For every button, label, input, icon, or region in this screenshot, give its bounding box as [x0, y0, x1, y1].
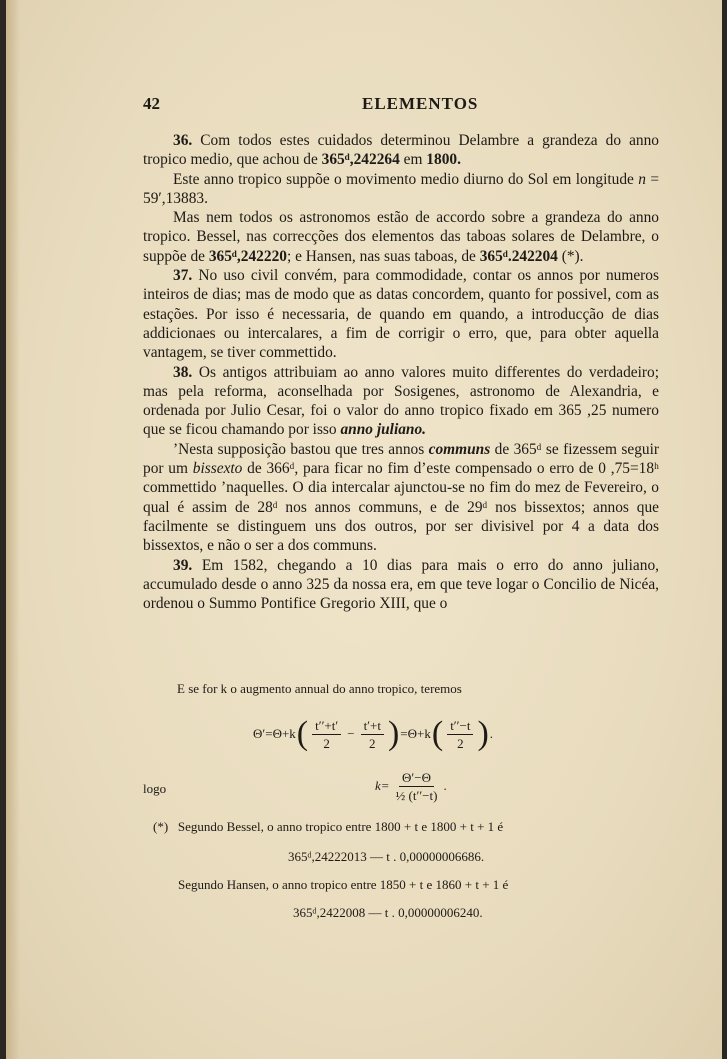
value-motion: = 59′,13883.: [143, 170, 659, 207]
footnote-marker: (*): [153, 819, 169, 834]
paragraph-39: [143, 556, 659, 614]
footnote-1-text: Segundo Bessel, o anno tropico entre 1800 + t e 1800 + t + 1 é: [177, 819, 504, 834]
value-hansen: 365ᵈ.242204: [479, 247, 558, 265]
eq1-end: .: [489, 726, 494, 741]
paragraph-37-text: No uso civil convém, para commodidade, contar os annos por numeros inteiros de dias; mas de modo que as datas concordem, quanto for possivel, com as estações. Por isso é necessaria, de quando em quando, a introducção de dias addicionaes ou intercalares, a fim de corrigir o erro, que, para obter aquella vantagem, se tiver commettido.: [143, 267, 659, 362]
paragraph-38: [143, 363, 659, 440]
left-paren: (: [296, 715, 309, 752]
fraction-k-numerator: Θ′−Θ: [399, 769, 434, 787]
paragraph-39-text: Em 1582, chegando a 10 dias para mais o erro do anno juliano, accumulado desde o anno 325 da nossa era, em que teve logar o Concilio de Nicéa, ordenou o Summo Pontifice Gregorio XIII, que o: [143, 556, 659, 613]
fraction-2-denominator: 2: [369, 735, 376, 751]
footnote-1-value: 365ᵈ,24222013 — t . 0,00000006686.: [288, 849, 485, 864]
section-number-36: 36.: [173, 132, 193, 149]
footnote-2-text: Segundo Hansen, o anno tropico entre 1850 + t e 1860 + t + 1 é: [178, 877, 509, 892]
fraction-3-denominator: 2: [457, 735, 464, 751]
body-text: [143, 131, 659, 613]
paragraph-astronomers-text-2: ; e Hansen, nas suas taboas, de: [286, 247, 480, 265]
right-paren: ): [387, 715, 400, 752]
fraction-2: [361, 717, 384, 752]
eq2-lhs: k=: [375, 778, 390, 793]
fraction-k: [393, 769, 441, 804]
fraction-1: [312, 717, 341, 752]
term-bissexto: bissexto: [192, 460, 243, 478]
paragraph-astronomers: [143, 208, 659, 266]
equation-k: [375, 764, 447, 808]
right-paren-2: ): [477, 715, 489, 752]
value-delambre: 365ᵈ,242264: [321, 151, 400, 169]
running-title: ELEMENTOS: [362, 94, 479, 113]
fraction-3-numerator: t′′−t: [447, 717, 473, 735]
section-number-38: 38.: [173, 363, 193, 381]
paragraph-36-text-2: em: [399, 151, 427, 169]
minus-sign: −: [347, 726, 355, 741]
paragraph-36-text: Com todos estes cuidados determinou Delambre a grandeza do anno tropico medio, que achou de: [143, 132, 659, 169]
paragraph-37: [143, 266, 659, 362]
paragraph-supposition-text: ’Nesta supposição bastou que tres annos: [173, 440, 429, 458]
year-1800: 1800.: [426, 151, 461, 169]
paragraph-supposition-text-2: de 365ᵈ se fizessem seguir por um: [143, 440, 659, 478]
fraction-k-denominator: ½ (t′′−t): [395, 787, 438, 803]
paragraph-supposition: [143, 440, 659, 556]
paragraph-motion-text: Este anno tropico suppõe o movimento medio diurno do Sol em longitude: [173, 170, 639, 188]
term-communs: communs: [428, 440, 491, 458]
running-head: [143, 94, 683, 116]
fraction-3: [447, 717, 473, 752]
eq1-mid: =Θ+k: [400, 726, 431, 741]
formula-block: [143, 680, 659, 803]
footnote-2-value: 365ᵈ,2422008 — t . 0,00000006240.: [293, 905, 483, 920]
fraction-1-denominator: 2: [323, 735, 330, 751]
paragraph-36: [143, 131, 659, 170]
left-paren-2: (: [431, 715, 444, 752]
eq2-end: .: [443, 778, 447, 793]
page-gutter-shadow: [6, 0, 20, 1059]
fraction-2-numerator: t′+t: [361, 717, 384, 735]
logo-label: logo: [143, 781, 167, 796]
formula-intro: E se for k o augmento annual do anno tropico, teremos: [177, 681, 462, 696]
section-number-37: 37.: [173, 267, 193, 285]
fraction-1-numerator: t′′+t′: [312, 717, 341, 735]
page-number: 42: [143, 94, 160, 113]
footnote-ref: (*).: [557, 247, 584, 265]
paragraph-supposition-text-3: de 366ᵈ, para ficar no fim d’este compensado o erro de 0 ,75=18ʰ commettido ’naquelles. O dia intercalar ajunctou-se no fim do mez de Fevereiro, o qual é assim de 28ᵈ nos annos communs, e de 29ᵈ nos bissextos; annos que facilmente se distinguem uns dos outros, por ser divisivel por 4 a data dos bissextos, e não o ser a dos communs.: [143, 460, 659, 555]
paragraph-astronomers-text: Mas nem todos os astronomos estão de accordo sobre a grandeza do anno tropico. Bessel, nas correcções dos elementos das taboas solares de Delambre, o suppõe de: [143, 209, 659, 265]
paragraph-38-text: Os antigos attribuiam ao anno valores muito differentes do verdadeiro; mas pela reforma, aconselhada por Sosigenes, astronomo de Alexandria, e ordenada por Julio Cesar, foi o valor do anno tropico fixado em 365 ,25 numero que se ficou chamando por isso: [143, 363, 659, 439]
eq1-lhs: Θ′=Θ+k: [253, 726, 296, 741]
book-page: [6, 0, 722, 1059]
equation-theta: [253, 712, 493, 756]
footnote-1: [153, 818, 503, 836]
term-anno-juliano: anno juliano.: [340, 421, 427, 439]
variable-n: n: [638, 170, 646, 188]
section-number-39: 39.: [173, 556, 193, 574]
value-bessel: 365ᵈ,242220: [208, 247, 287, 265]
paragraph-motion: [143, 170, 659, 209]
